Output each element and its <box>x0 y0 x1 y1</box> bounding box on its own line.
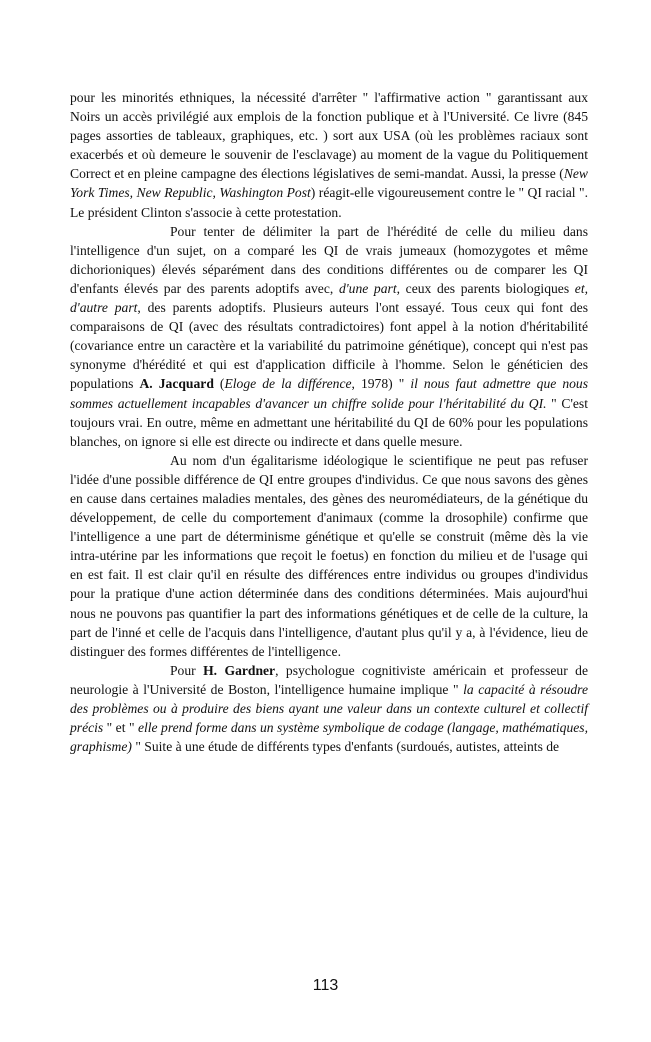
paragraph-1 <box>70 88 588 222</box>
text: Pour <box>170 662 204 678</box>
text: ) réagit-elle vigoureusement contre le " QI racial ". Le président Clinton s'associe à cette protestation. <box>70 185 588 220</box>
text: , des parents adoptifs. Plusieurs auteurs l'ont essayé. Tous ceux qui font des comparaisons de QI (avec des résultats contradictoires) font appel à la notion d'héritabilité (covariance entre un caractère et la variabilité du patrimoine génétique), concept qui n'est pas synonyme d'hérédité et qui est d'application difficile à l'homme. Selon le généticien des populations <box>70 300 588 392</box>
quotation: elle prend forme dans un système symbolique de codage (langage, mathématiques, graphisme) <box>70 720 588 755</box>
page-number: 113 <box>312 977 339 994</box>
author-name: H. Gardner <box>203 662 276 678</box>
text: pour les minorités ethniques, la nécessité d'arrêter " l'affirmative action " garantissant aux Noirs un accès privilégié aux emplois de la fonction publique et à l'Université. Ce livre (845 pages assorties de tableaux, graphiques, etc. ) sort aux USA (où les problèmes raciaux sont exacerbés et où demeure le souvenir de l'esclavage) au moment de la vague du Politiquement Correct et en pleine campagne des élections législatives de semi-mandat. Aussi, la presse ( <box>70 90 588 182</box>
quotation: la capacité à résoudre des problèmes ou à produire des biens ayant une valeur dans un contexte culturel et collectif précis <box>70 681 588 736</box>
paragraph-2 <box>70 222 588 451</box>
text: Pour tenter de délimiter la part de l'hérédité de celle du milieu dans l'intelligence d'un sujet, on a comparé les QI de vrais jumeaux (homozygotes et même dichorioniques) élevés séparément dans des conditions différentes ou de comparer les QI d'enfants élevés par des parents adoptifs avec, <box>70 223 588 296</box>
paragraph-3 <box>70 451 588 661</box>
text: " Suite à une étude de différents types d'enfants (surdoués, autistes, atteints de <box>131 739 560 755</box>
book-title: Eloge de la différence <box>224 376 352 392</box>
text: , ceux des parents biologiques <box>396 280 575 296</box>
quotation: il nous faut admettre que nous sommes actuellement incapables d'avancer un chiffre solide pour l'héritabilité du QI. <box>70 376 589 411</box>
text: ( <box>213 376 225 392</box>
author-name: A. Jacquard <box>139 376 214 392</box>
text: , psychologue cognitiviste américain et professeur de neurologie à l'Université de Boston, l'intelligence humaine implique " <box>70 662 588 697</box>
text: Au nom d'un égalitarisme idéologique le scientifique ne peut pas refuser l'idée d'une possible différence de QI entre groupes d'individus. Ce que nous savons des gènes en cause dans certaines maladies mentales, des gènes des neuromédiateurs, de la génétique du développement, de celle du comportement d'animaux (comme la drosophile) confirme que l'intelligence a une part de déterminisme génétique et qu'elle se construit (même dès la vie intra-utérine par les informations que reçoit le foetus) en fonction du milieu et de l'usage qui en est fait. Il est clair qu'il en résulte des différences entre individus ou groupes d'individus pour la pratique d'une action déterminée dans des conditions déterminées. Mais aujourd'hui nous ne pouvons pas quantifier la part des informations génétiques et de celle de la culture, la part de l'inné et celle de l'acquis dans l'intelligence, d'autant plus qu'il y a, à l'évidence, lieu de distinguer des formes différentes de l'intelligence. <box>70 452 588 659</box>
paragraph-4 <box>70 661 588 756</box>
italic-text: New York Times, New Republic, Washington Post <box>70 166 588 201</box>
italic-text: et, d'autre part <box>70 280 588 316</box>
page-body <box>70 88 588 756</box>
text: " C'est toujours vrai. En outre, même en admettant une héritabilité du QI de 60% pour les populations blanches, on ignore si elle est directe ou indirecte et dans quelle mesure. <box>70 395 588 449</box>
text: " et " <box>103 720 138 736</box>
italic-text: d'une part <box>338 280 397 296</box>
text: , 1978) " <box>351 376 411 392</box>
